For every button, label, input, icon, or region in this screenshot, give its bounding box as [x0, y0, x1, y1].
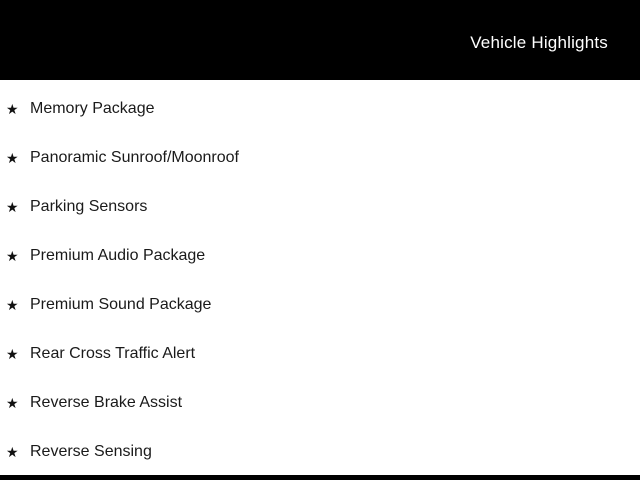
highlight-label: Reverse Brake Assist: [30, 393, 183, 411]
highlight-label: Premium Audio Package: [30, 246, 206, 264]
highlight-label: Parking Sensors: [30, 197, 148, 215]
list-item: [0, 427, 640, 476]
highlights-list: [0, 80, 640, 476]
list-item: [0, 378, 640, 427]
highlight-label: Reverse Sensing: [30, 442, 152, 460]
vehicle-highlights-header: [0, 0, 640, 80]
page-title: Vehicle Highlights: [470, 32, 608, 52]
list-item: [0, 329, 640, 378]
list-item: [0, 84, 640, 133]
highlight-label: Rear Cross Traffic Alert: [30, 344, 196, 362]
star-icon: ★: [6, 247, 19, 264]
star-icon: ★: [6, 394, 19, 411]
highlight-label: Premium Sound Package: [30, 295, 212, 313]
star-icon: ★: [6, 198, 19, 215]
star-icon: ★: [6, 345, 19, 362]
list-item: [0, 133, 640, 182]
star-icon: ★: [6, 100, 19, 117]
star-icon: ★: [6, 149, 19, 166]
highlight-label: Memory Package: [30, 99, 155, 117]
star-icon: ★: [6, 296, 19, 313]
star-icon: ★: [6, 443, 19, 460]
highlight-label: Panoramic Sunroof/Moonroof: [30, 148, 239, 166]
bottom-divider-bar: [0, 475, 640, 480]
list-item: [0, 280, 640, 329]
list-item: [0, 182, 640, 231]
list-item: [0, 231, 640, 280]
